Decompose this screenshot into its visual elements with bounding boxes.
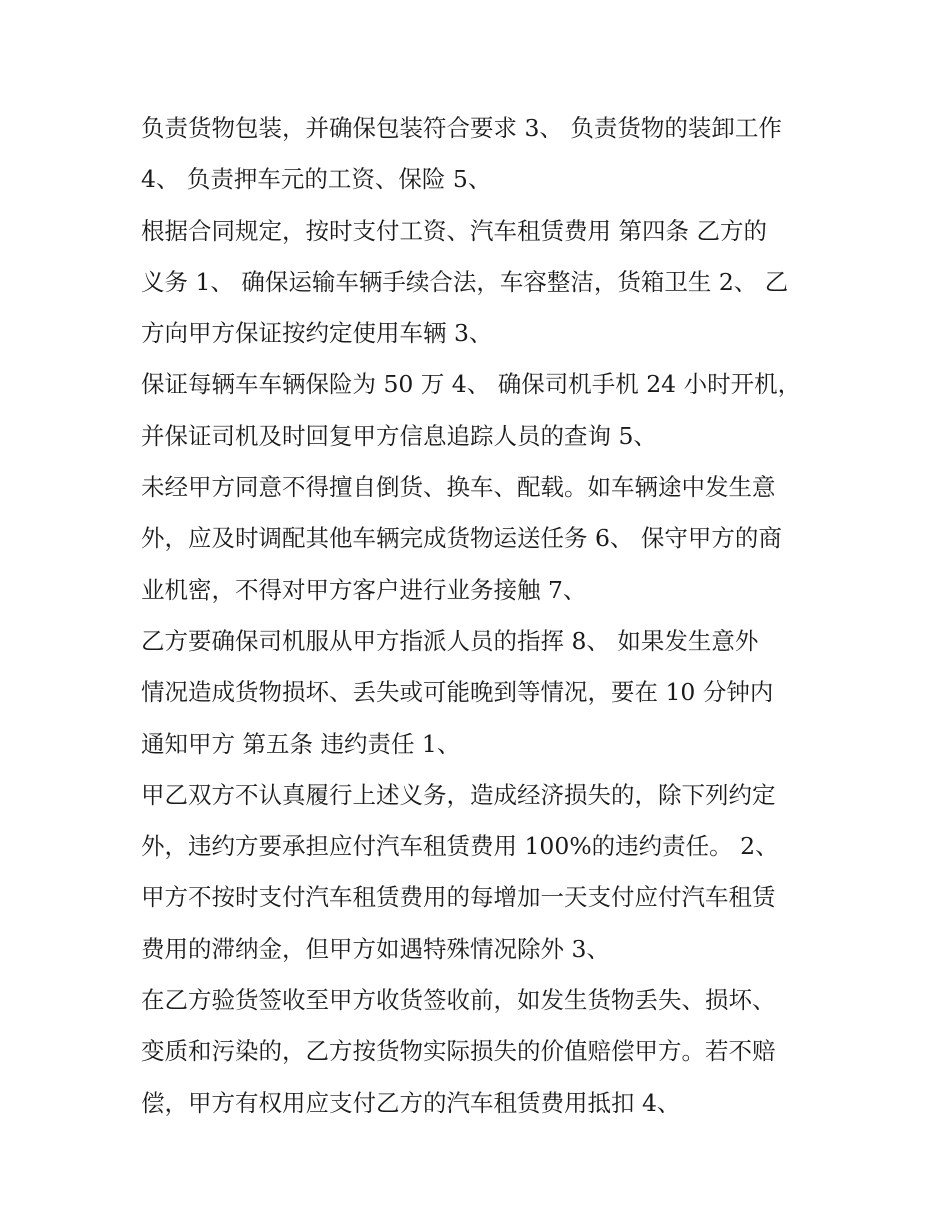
text-line: 未经甲方同意不得擅自倒货、换车、配载。如车辆途中发生意 [141, 473, 776, 502]
text-line: 并保证司机及时回复甲方信息追踪人员的查询 5、 [141, 421, 657, 450]
text-line: 甲方不按时支付汽车租赁费用的每增加一天支付应付汽车租赁 [141, 883, 776, 912]
text-line: 变质和污染的，乙方按货物实际损失的价值赔偿甲方。若不赔 [141, 1037, 776, 1066]
text-line: 费用的滞纳金，但甲方如遇特殊情况除外 3、 [141, 934, 610, 963]
text-line: 乙方要确保司机服从甲方指派人员的指挥 8、 如果发生意外 [141, 626, 759, 655]
text-line: 义务 1、 确保运输车辆手续合法，车容整洁，货箱卫生 2、 乙 [141, 267, 789, 296]
contract-body-text [141, 103, 831, 1129]
text-line: 外，应及时调配其他车辆完成货物运送任务 6、 保守甲方的商 [141, 524, 782, 553]
text-line: 甲乙双方不认真履行上述义务，造成经济损失的，除下列约定 [141, 780, 776, 809]
text-line: 负责货物包装，并确保包装符合要求 3、 负责货物的装卸工作 [141, 114, 782, 142]
text-line: 4、 负责押车元的工资、保险 5、 [141, 165, 492, 194]
text-line: 情况造成货物损坏、丢失或可能晚到等情况，要在 10 分钟内 [141, 678, 774, 707]
text-line: 根据合同规定，按时支付工资、汽车租赁费用 第四条 乙方的 [141, 216, 767, 245]
text-line: 通知甲方 第五条 违约责任 1、 [141, 729, 461, 758]
text-line: 业机密，不得对甲方客户进行业务接触 7、 [141, 575, 587, 604]
text-line: 偿，甲方有权用应支付乙方的汽车租赁费用抵扣 4、 [141, 1088, 681, 1117]
text-line: 外，违约方要承担应付汽车租赁费用 100%的违约责任。 2、 [141, 832, 779, 861]
text-line: 在乙方验货签收至甲方收货签收前，如发生货物丢失、损坏、 [141, 986, 776, 1015]
text-line: 保证每辆车车辆保险为 50 万 4、 确保司机手机 24 小时开机， [141, 370, 802, 399]
text-line: 方向甲方保证按约定使用车辆 3、 [141, 319, 493, 348]
